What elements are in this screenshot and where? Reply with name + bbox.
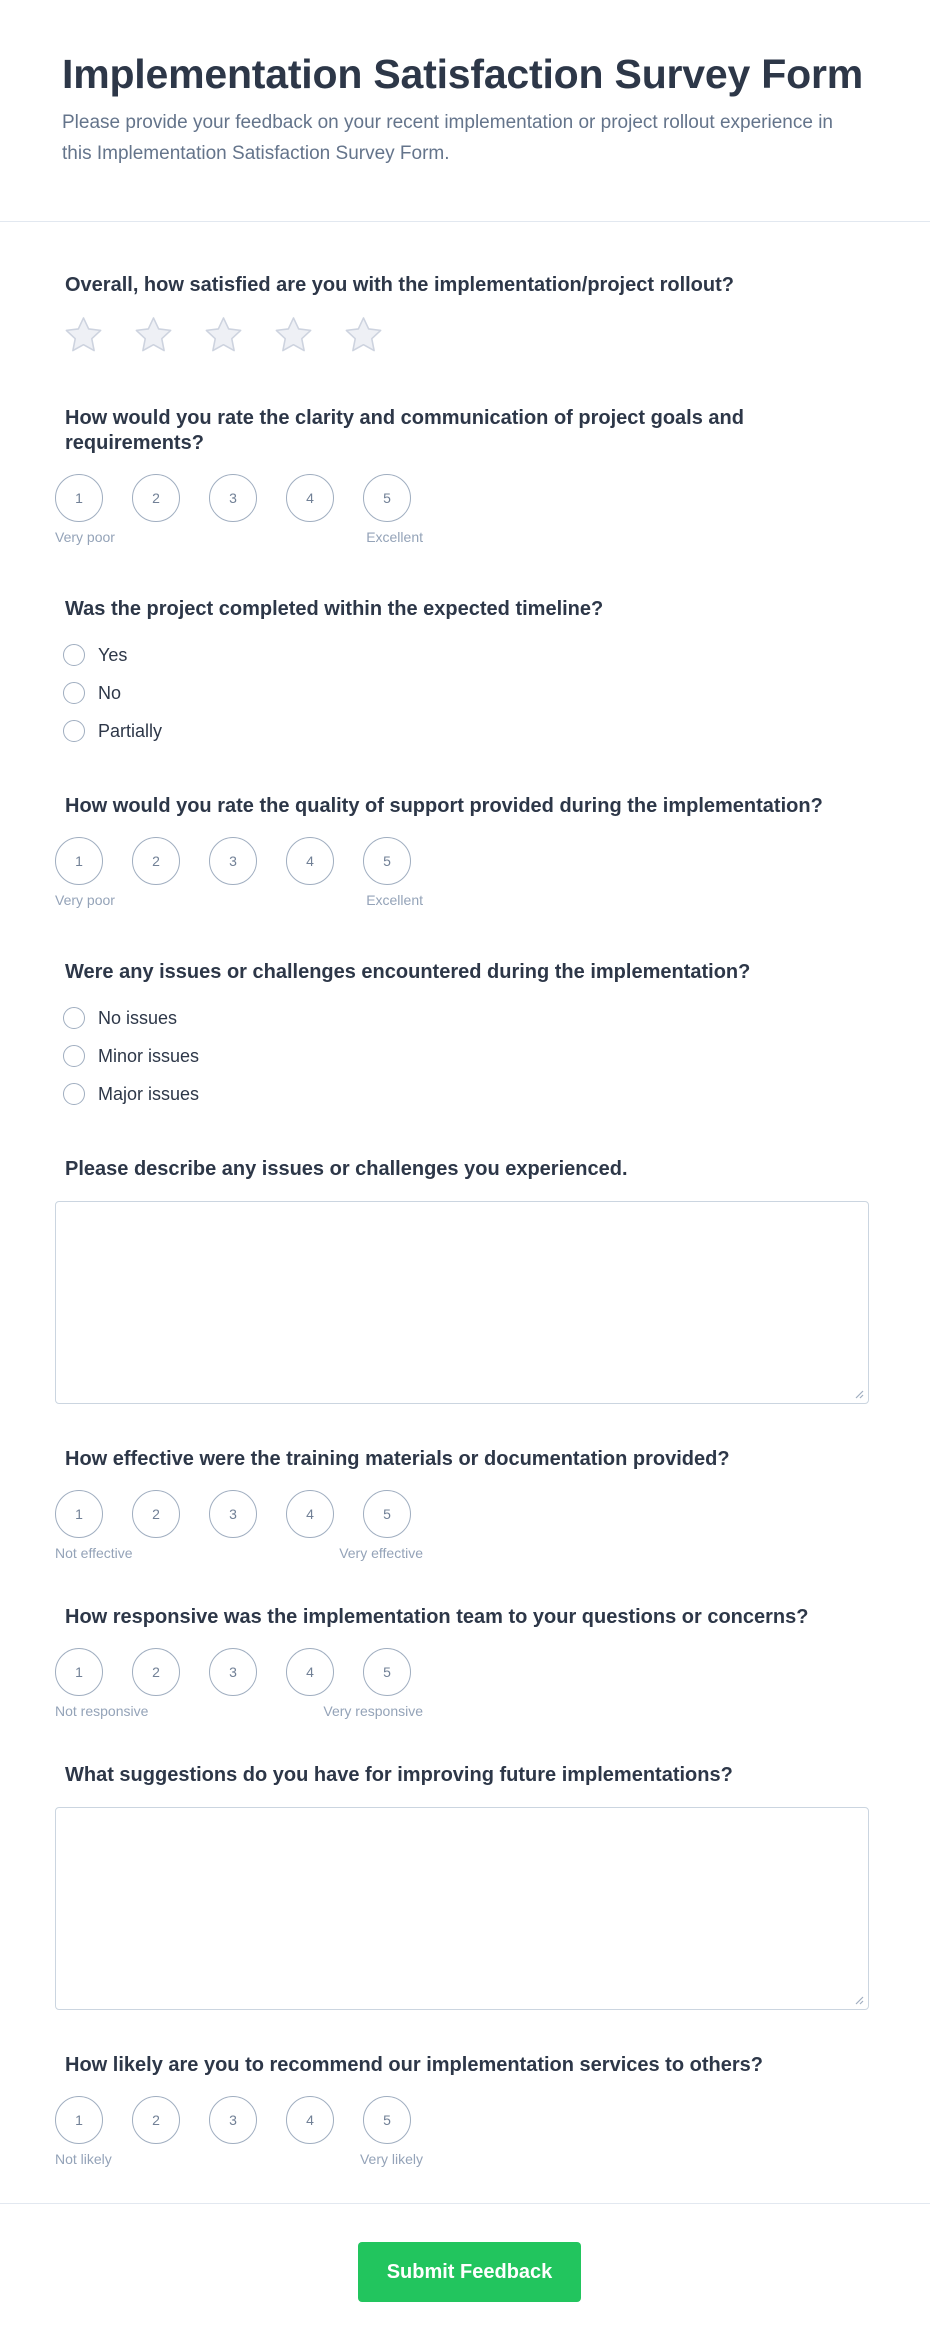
scale-labels bbox=[55, 529, 423, 545]
question-team-responsiveness bbox=[55, 1561, 877, 1719]
issues-textarea[interactable] bbox=[55, 1201, 869, 1404]
radio-label: Major issues bbox=[98, 1083, 200, 1104]
form-footer bbox=[0, 2203, 930, 2331]
scale-option-1[interactable]: 1 bbox=[55, 1648, 103, 1696]
rating-scale bbox=[55, 474, 877, 522]
question-suggestions bbox=[55, 1719, 877, 2010]
scale-option-4[interactable]: 4 bbox=[286, 474, 334, 522]
suggestions-textarea[interactable] bbox=[55, 1807, 869, 2010]
question-label: What suggestions do you have for improving future implementations? bbox=[65, 1764, 733, 1787]
scale-option-2[interactable]: 2 bbox=[132, 2096, 180, 2144]
rating-scale bbox=[55, 2096, 877, 2144]
scale-option-3[interactable]: 3 bbox=[209, 474, 257, 522]
question-issues-encountered bbox=[55, 908, 877, 1113]
radio-option-yes[interactable] bbox=[63, 636, 877, 674]
radio-option-major-issues[interactable] bbox=[63, 1075, 877, 1113]
scale-option-2[interactable]: 2 bbox=[132, 474, 180, 522]
radio-option-no[interactable] bbox=[63, 674, 877, 712]
scale-low-label: Very poor bbox=[55, 529, 115, 546]
scale-high-label: Excellent bbox=[366, 529, 423, 546]
star-icon[interactable] bbox=[64, 316, 103, 353]
scale-option-5[interactable]: 5 bbox=[363, 2096, 411, 2144]
radio-label: Partially bbox=[98, 720, 163, 741]
scale-option-4[interactable]: 4 bbox=[286, 1648, 334, 1696]
scale-high-label: Very responsive bbox=[323, 1703, 423, 1720]
scale-labels bbox=[55, 1703, 423, 1719]
radio-option-minor-issues[interactable] bbox=[63, 1037, 877, 1075]
question-label: Was the project completed within the expected timeline? bbox=[65, 598, 604, 621]
radio-option-partially[interactable] bbox=[63, 712, 877, 750]
question-label: How would you rate the quality of support provided during the implementation? bbox=[65, 795, 823, 818]
scale-high-label: Excellent bbox=[366, 892, 423, 909]
question-label: How effective were the training materials or documentation provided? bbox=[65, 1448, 730, 1471]
scale-option-5[interactable]: 5 bbox=[363, 474, 411, 522]
radio-group bbox=[55, 636, 877, 750]
scale-option-3[interactable]: 3 bbox=[209, 837, 257, 885]
scale-low-label: Not likely bbox=[55, 2151, 112, 2168]
submit-feedback-button[interactable]: Submit Feedback bbox=[358, 2242, 581, 2302]
scale-option-2[interactable]: 2 bbox=[132, 837, 180, 885]
question-label: How responsive was the implementation team to your questions or concerns? bbox=[65, 1606, 809, 1629]
scale-low-label: Not responsive bbox=[55, 1703, 149, 1720]
scale-labels bbox=[55, 2151, 423, 2167]
radio-button[interactable] bbox=[63, 1083, 85, 1105]
radio-label: Minor issues bbox=[98, 1045, 200, 1066]
scale-option-4[interactable]: 4 bbox=[286, 837, 334, 885]
question-describe-issues bbox=[55, 1113, 877, 1404]
scale-option-3[interactable]: 3 bbox=[209, 1490, 257, 1538]
radio-option-no-issues[interactable] bbox=[63, 999, 877, 1037]
question-timeline bbox=[55, 545, 877, 750]
resize-grip-icon[interactable] bbox=[854, 1995, 864, 2005]
scale-option-4[interactable]: 4 bbox=[286, 1490, 334, 1538]
rating-scale bbox=[55, 837, 877, 885]
radio-button[interactable] bbox=[63, 720, 85, 742]
resize-grip-icon[interactable] bbox=[854, 1389, 864, 1399]
radio-label: Yes bbox=[98, 644, 128, 665]
star-icon[interactable] bbox=[274, 316, 313, 353]
radio-button[interactable] bbox=[63, 1045, 85, 1067]
question-label: How likely are you to recommend our implementation services to others? bbox=[65, 2054, 763, 2077]
star-rating bbox=[55, 316, 877, 353]
question-overall-satisfaction bbox=[55, 222, 877, 353]
scale-high-label: Very effective bbox=[339, 1545, 423, 1562]
scale-option-3[interactable]: 3 bbox=[209, 1648, 257, 1696]
question-label: Were any issues or challenges encountered during the implementation? bbox=[65, 961, 751, 984]
rating-scale bbox=[55, 1648, 877, 1696]
question-label: How would you rate the clarity and communication of project goals and requirements? bbox=[65, 407, 744, 455]
question-training-materials bbox=[55, 1404, 877, 1561]
question-label: Overall, how satisfied are you with the implementation/project rollout? bbox=[65, 274, 734, 297]
scale-option-3[interactable]: 3 bbox=[209, 2096, 257, 2144]
star-icon[interactable] bbox=[204, 316, 243, 353]
scale-option-4[interactable]: 4 bbox=[286, 2096, 334, 2144]
scale-option-5[interactable]: 5 bbox=[363, 1490, 411, 1538]
scale-option-1[interactable]: 1 bbox=[55, 2096, 103, 2144]
radio-button[interactable] bbox=[63, 644, 85, 666]
scale-option-5[interactable]: 5 bbox=[363, 1648, 411, 1696]
page-subtitle: Please provide your feedback on your recent implementation or project rollout experience in this Implementation Satisfaction Survey Form. bbox=[62, 112, 833, 165]
scale-labels bbox=[55, 892, 423, 908]
form-header bbox=[0, 0, 930, 222]
radio-label: No bbox=[98, 682, 122, 703]
star-icon[interactable] bbox=[344, 316, 383, 353]
radio-button[interactable] bbox=[63, 682, 85, 704]
question-support-quality bbox=[55, 750, 877, 908]
scale-option-2[interactable]: 2 bbox=[132, 1490, 180, 1538]
scale-option-5[interactable]: 5 bbox=[363, 837, 411, 885]
question-label: Please describe any issues or challenges you experienced. bbox=[65, 1158, 628, 1181]
survey-form bbox=[0, 222, 930, 2167]
radio-label: No issues bbox=[98, 1007, 178, 1028]
star-icon[interactable] bbox=[134, 316, 173, 353]
rating-scale bbox=[55, 1490, 877, 1538]
scale-labels bbox=[55, 1545, 423, 1561]
scale-low-label: Not effective bbox=[55, 1545, 133, 1562]
scale-option-1[interactable]: 1 bbox=[55, 1490, 103, 1538]
scale-low-label: Very poor bbox=[55, 892, 115, 909]
page-title: Implementation Satisfaction Survey Form bbox=[62, 51, 863, 97]
question-recommend bbox=[55, 2010, 877, 2167]
radio-button[interactable] bbox=[63, 1007, 85, 1029]
scale-option-2[interactable]: 2 bbox=[132, 1648, 180, 1696]
question-clarity-communication bbox=[55, 353, 877, 545]
scale-high-label: Very likely bbox=[359, 2151, 423, 2168]
scale-option-1[interactable]: 1 bbox=[55, 837, 103, 885]
scale-option-1[interactable]: 1 bbox=[55, 474, 103, 522]
radio-group bbox=[55, 999, 877, 1113]
